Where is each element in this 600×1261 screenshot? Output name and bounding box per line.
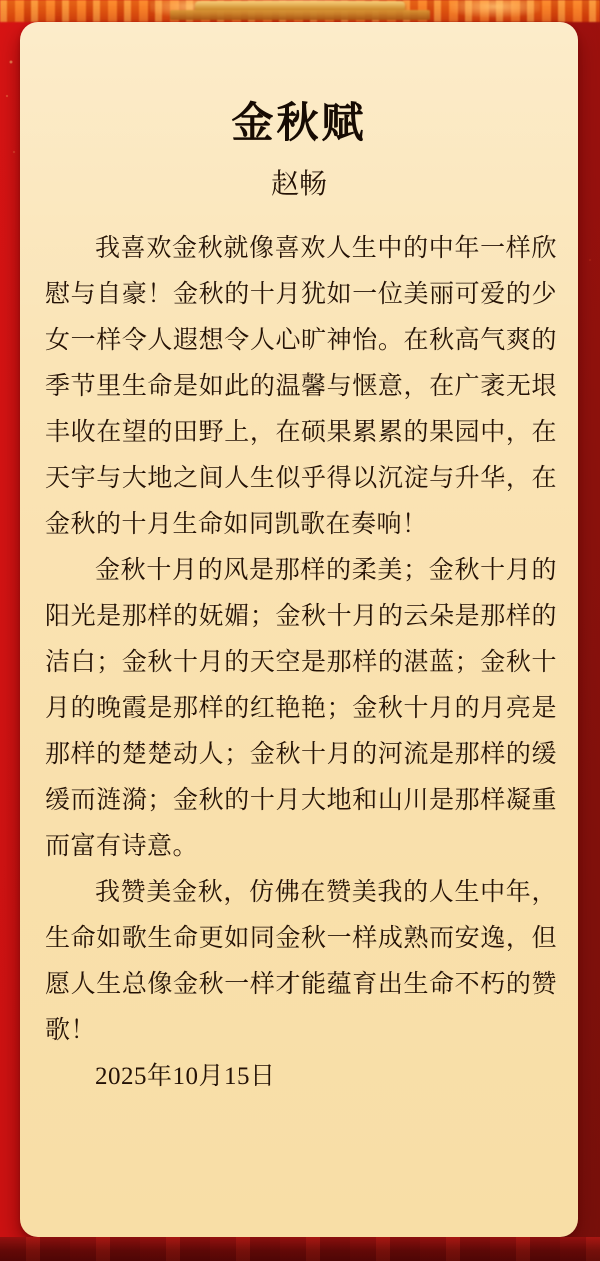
- footer-band: [0, 1237, 600, 1261]
- flame-glow-right: [450, 0, 540, 22]
- essay-body: [20, 226, 578, 1100]
- essay-paragraph: 金秋十月的风是那样的柔美；金秋十月的阳光是那样的妩媚；金秋十月的云朵是那样的洁白；金秋十月的天空是那样的湛蓝；金秋十月的晚霞是那样的红艳艳；金秋十月的月亮是那样的楚楚动人；金秋十月的河流是那样的缓缓而涟漪；金秋的十月大地和山川是那样凝重而富有诗意。: [45, 557, 557, 860]
- palace-base-icon: [170, 10, 430, 20]
- essay-paragraph: 我喜欢金秋就像喜欢人生中的中年一样欣慰与自豪！金秋的十月犹如一位美丽可爱的少女一样令人遐想令人心旷神怡。在秋高气爽的季节里生命是如此的温馨与惬意，在广袤无垠丰收在望的田野上，在硕果累累的果园中，在天宇与大地之间人生似乎得以沉淀与升华，在金秋的十月生命如同凯歌在奏响！: [45, 235, 557, 538]
- essay-title: 金秋赋: [231, 101, 367, 147]
- palace-roof-icon: [195, 1, 405, 10]
- festive-header-image: [0, 0, 600, 22]
- essay-date: 2025年10月15日: [95, 1063, 276, 1090]
- essay-author: 赵畅: [270, 169, 327, 200]
- essay-paragraph: 我赞美金秋，仿佛在赞美我的人生中年，生命如歌生命更如同金秋一样成熟而安逸，但愿人生总像金秋一样才能蕴育出生命不朽的赞歌！: [45, 879, 557, 1044]
- essay-card: [20, 22, 578, 1237]
